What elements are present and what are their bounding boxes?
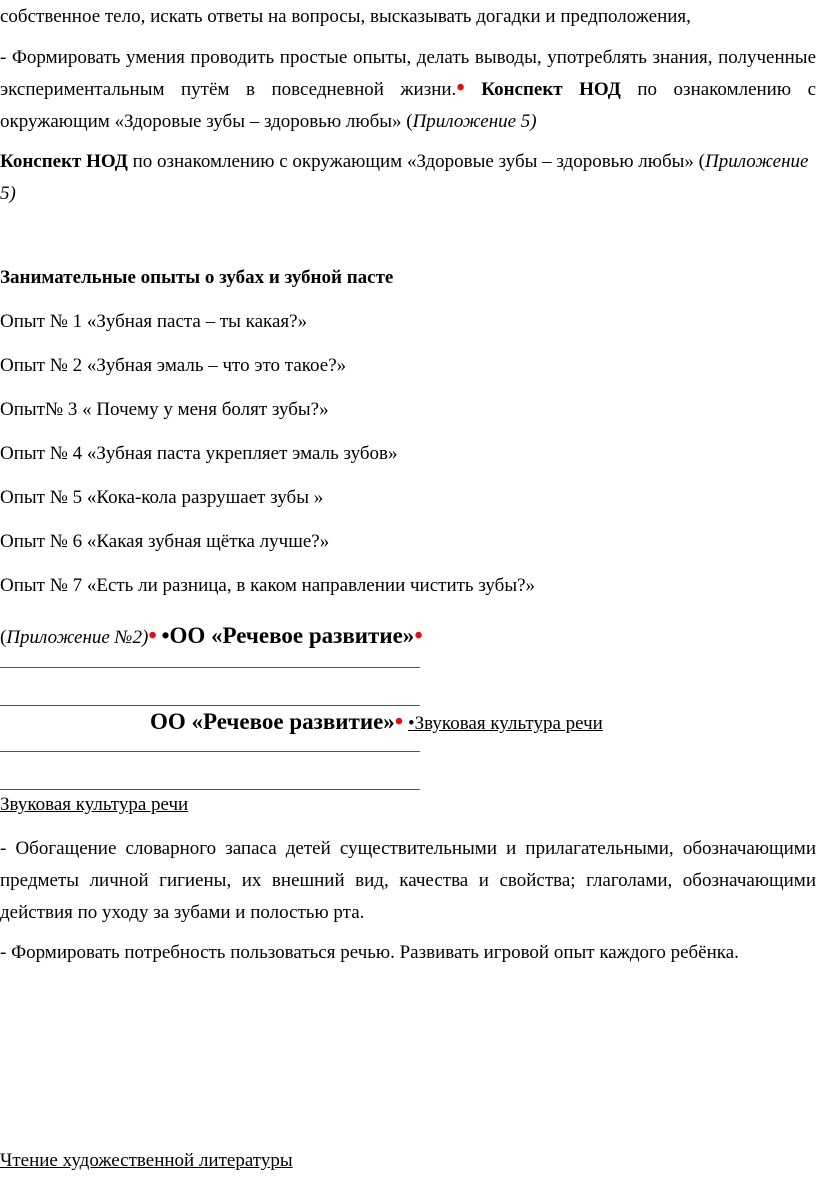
- experiment-item-3: Опыт№ 3 « Почему у меня болят зубы?»: [0, 399, 329, 420]
- lesson-appendix: Приложение 5): [412, 111, 537, 132]
- appendix-line: [0, 620, 816, 654]
- speech-paragraph-2: - Формировать потребность пользоваться речью. Развивать игровой опыт каждого ребёнка.: [0, 942, 739, 963]
- experiment-item-6: Опыт № 6 «Какая зубная щётка лучше?»: [0, 531, 330, 552]
- speech-paragraph-1: - Обогащение словарного запаса детей существительными и прилагательными, обозначающими предметы личной гигиены, их внешний вид, качества и свойства; глаголами, обозначающими действия по уходу за зубами и полостью рта.: [0, 838, 816, 923]
- experiment-item-1: Опыт № 1 «Зубная паста – ты какая?»: [0, 311, 308, 332]
- intro-line: собственное тело, искать ответы на вопросы, высказывать догадки и предположения,: [0, 6, 691, 27]
- red-bullet-icon: •: [148, 623, 157, 649]
- lesson-title-text: по ознакомлению с окружающим «Здоровые зубы – здоровью любы» (: [0, 79, 816, 132]
- intro-paragraph: [0, 42, 816, 138]
- experiment-item-5: Опыт № 5 «Кока-кола разрушает зубы »: [0, 487, 324, 508]
- experiments-heading: Занимательные опыты о зубах и зубной пасте: [0, 267, 394, 288]
- lesson-title-bold: Конспект НОД: [481, 79, 621, 100]
- lesson-appendix-2: Приложение 5): [0, 151, 809, 204]
- divider: [0, 667, 420, 668]
- experiment-item-2: Опыт № 2 «Зубная эмаль – что это такое?»: [0, 355, 347, 376]
- speech-bullet-label: •Звуковая культура речи: [407, 713, 603, 734]
- speech-subheading: Звуковая культура речи: [0, 794, 189, 815]
- literature-subheading: Чтение художественной литературы: [0, 1150, 293, 1171]
- red-bullet-icon: •: [394, 709, 404, 735]
- lesson-paragraph: [0, 146, 816, 210]
- appendix-paren: (: [0, 627, 7, 648]
- intro-paragraph-text: - Формировать умения проводить простые опыты, делать выводы, употреблять знания, полученные экспериментальным путём в повседневной жизни.: [0, 47, 816, 100]
- divider: [0, 751, 420, 752]
- appendix-label: Приложение №2): [6, 627, 149, 648]
- red-bullet-icon: •: [456, 75, 465, 101]
- experiment-item-4: Опыт № 4 «Зубная паста укрепляет эмаль зубов»: [0, 443, 398, 464]
- lesson-bold: Конспект НОД: [0, 151, 128, 172]
- lesson-text: по ознакомлению с окружающим «Здоровые зубы – здоровью любы» (: [127, 151, 705, 172]
- experiment-item-7: Опыт № 7 «Есть ли разница, в каком направлении чистить зубы?»: [0, 575, 536, 596]
- section-title: •ОО «Речевое развитие»: [161, 623, 415, 648]
- red-bullet-icon: •: [414, 623, 423, 649]
- speech-title: ОО «Речевое развитие»: [150, 709, 395, 734]
- speech-title-line: [150, 706, 816, 740]
